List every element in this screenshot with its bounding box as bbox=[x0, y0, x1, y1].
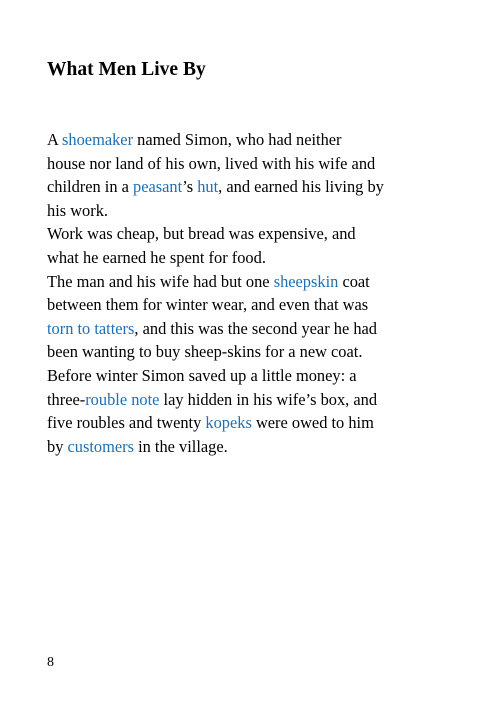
text-line bbox=[47, 317, 467, 341]
text-run: in the village. bbox=[133, 436, 228, 456]
text-run: ’s bbox=[182, 177, 198, 197]
text-run: lay hidden in his wife’s box, and bbox=[159, 389, 378, 409]
text-line: been wanting to buy sheep-skins for a new coat. bbox=[47, 342, 363, 362]
text-line bbox=[47, 175, 467, 199]
story-paragraph bbox=[47, 128, 467, 458]
link-peasant[interactable]: peasant bbox=[133, 177, 183, 197]
text-line bbox=[47, 411, 467, 435]
text-run: coat bbox=[338, 271, 370, 291]
link-torn-to-tatters[interactable]: torn to tatters bbox=[47, 318, 135, 338]
text-line: between them for winter wear, and even that was bbox=[47, 295, 369, 315]
text-line bbox=[47, 435, 467, 459]
link-kopeks[interactable]: kopeks bbox=[205, 413, 252, 433]
link-hut[interactable]: hut bbox=[197, 177, 219, 197]
text-line bbox=[47, 128, 467, 152]
text-run: were owed to him bbox=[251, 413, 374, 433]
text-run: , and this was the second year he had bbox=[134, 318, 378, 338]
text-line bbox=[47, 388, 467, 412]
link-shoemaker[interactable]: shoemaker bbox=[62, 130, 134, 149]
link-rouble-note[interactable]: rouble note bbox=[85, 389, 160, 409]
text-line bbox=[47, 270, 467, 294]
link-customers[interactable]: customers bbox=[67, 436, 134, 456]
text-line: Work was cheap, but bread was expensive, and bbox=[47, 224, 356, 244]
link-sheepskin[interactable]: sheepskin bbox=[273, 271, 339, 291]
text-run: children in a bbox=[47, 177, 134, 197]
text-line: what he earned he spent for food. bbox=[47, 247, 266, 267]
text-run: , and earned his living by bbox=[218, 177, 384, 197]
text-line: house nor land of his own, lived with his wife and bbox=[47, 153, 376, 173]
text-run: A bbox=[47, 130, 63, 149]
text-run: The man and his wife had but one bbox=[47, 271, 274, 291]
text-run: three- bbox=[47, 389, 86, 409]
text-line: Before winter Simon saved up a little money: a bbox=[47, 365, 357, 385]
text-run: by bbox=[47, 436, 68, 456]
chapter-title: What Men Live By bbox=[47, 59, 206, 80]
page-number: 8 bbox=[47, 655, 54, 670]
text-line: his work. bbox=[47, 200, 109, 220]
text-run: named Simon, who had neither bbox=[133, 130, 342, 149]
text-run: five roubles and twenty bbox=[47, 413, 206, 433]
